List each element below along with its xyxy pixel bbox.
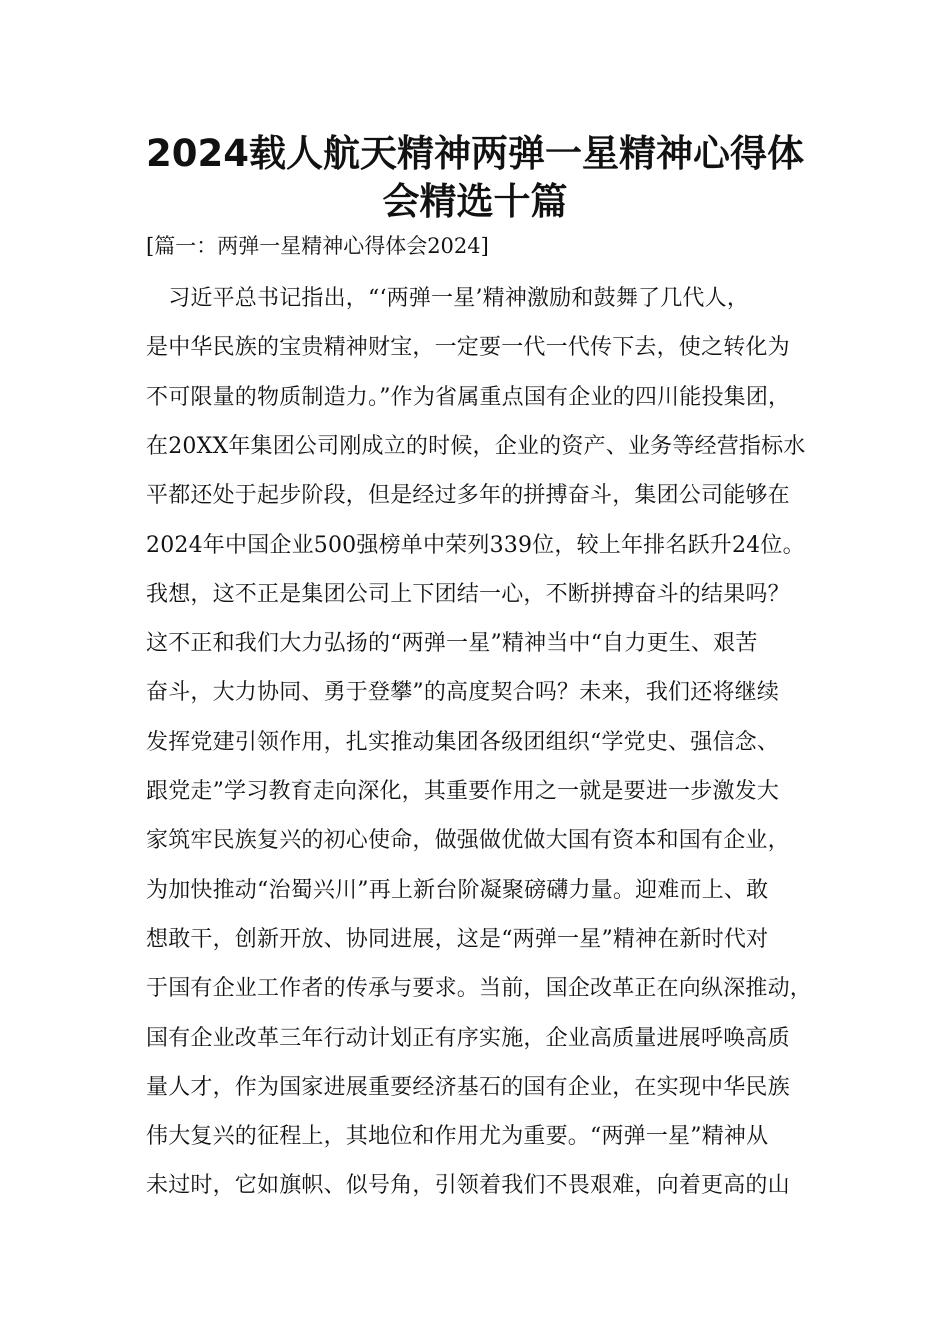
paragraph-line: 这不正和我们大力弘扬的“两弹一星”精神当中“自力更生、艰苦 (146, 631, 758, 656)
paragraph-line: 家筑牢民族复兴的初心使命，做强做优做大国有资本和国有企业， (146, 828, 790, 853)
paragraph-line: 量人才，作为国家进展重要经济基石的国有企业，在实现中华民族 (146, 1075, 790, 1100)
paragraph-line: 未过时，它如旗帜、似号角，引领着我们不畏艰难，向着更高的山 (146, 1173, 790, 1198)
paragraph-line: 习近平总书记指出，“‘两弹一星’精神激励和鼓舞了几代人， (146, 286, 750, 311)
paragraph-line: 国有企业改革三年行动计划正有序实施，企业高质量进展呼唤高质 (146, 1026, 790, 1051)
paragraph-line: 2024年中国企业500强榜单中荣列339位，较上年排名跃升24位。 (146, 533, 805, 558)
paragraph-line: 是中华民族的宝贵精神财宝，一定要一代一代传下去，使之转化为 (146, 335, 790, 360)
paragraph-line: 我想，这不正是集团公司上下团结一心，不断拼搏奋斗的结果吗？ (146, 582, 790, 607)
paragraph-line: 为加快推动“治蜀兴川”再上新台阶凝聚磅礴力量。迎难而上、敢 (146, 878, 769, 903)
paragraph-line: 跟党走”学习教育走向深化，其重要作用之一就是要进一步激发大 (146, 779, 780, 804)
document-title-line-1: 2024载人航天精神两弹一星精神心得体 (146, 132, 804, 175)
paragraph-line: 伟大复兴的征程上，其地位和作用尤为重要。“两弹一星”精神从 (146, 1124, 769, 1149)
paragraph-line: 奋斗，大力协同、勇于登攀”的高度契合吗？未来，我们还将继续 (146, 680, 780, 705)
paragraph-line: 在20XX年集团公司刚成立的时候，企业的资产、业务等经营指标水 (146, 434, 806, 459)
paragraph-line: 想敢干，创新开放、协同进展，这是“两弹一星”精神在新时代对 (146, 927, 769, 952)
paragraph-line: 发挥党建引领作用，扎实推动集团各级团组织“学党史、强信念、 (146, 730, 780, 755)
paragraph-line: 平都还处于起步阶段，但是经过多年的拼搏奋斗，集团公司能够在 (146, 483, 790, 508)
document-title-line-2: 会精选十篇 (382, 180, 568, 223)
section-heading: [篇一：两弹一星精神心得体会2024] (146, 234, 489, 258)
paragraph-line: 于国有企业工作者的传承与要求。当前，国企改革正在向纵深推动， (146, 976, 813, 1001)
paragraph-line: 不可限量的物质制造力。”作为省属重点国有企业的四川能投集团， (146, 385, 791, 410)
